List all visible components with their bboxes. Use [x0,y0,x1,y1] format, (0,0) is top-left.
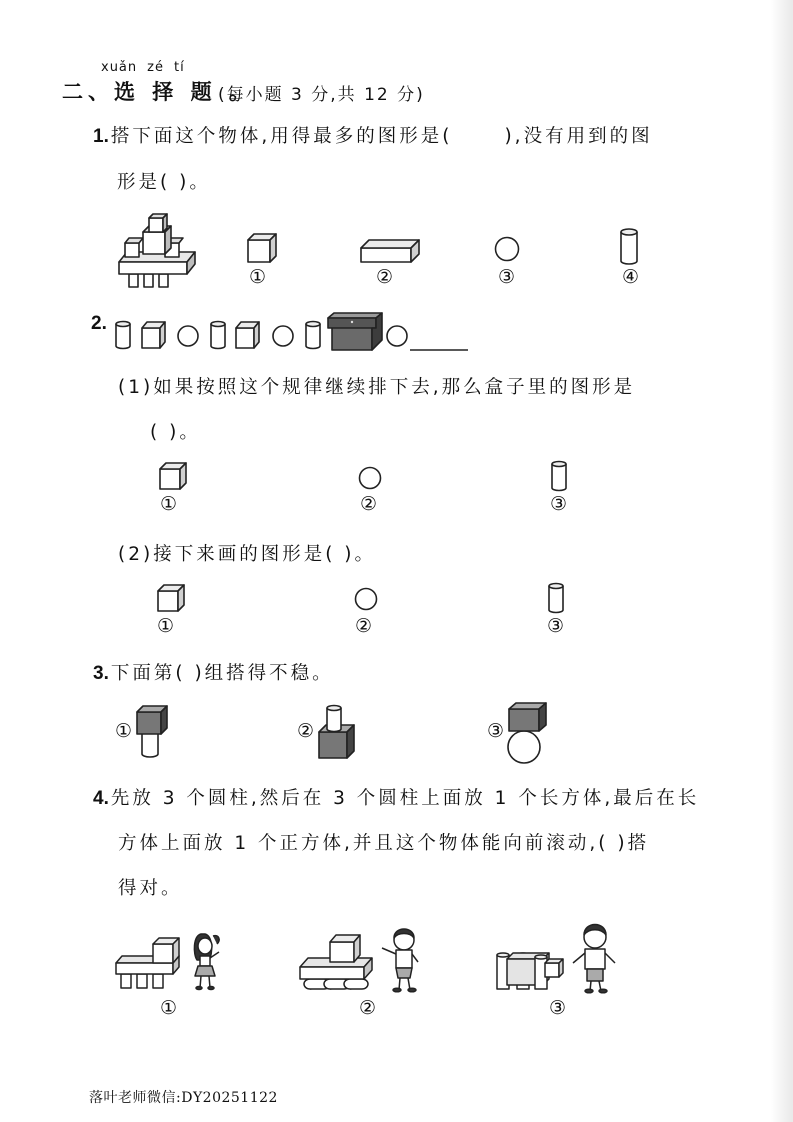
q2-part1-option-3-cylinder-icon [549,459,569,493]
q4-line1 [93,784,699,810]
q3-option-2-cylinder-on-cube-icon [316,702,358,760]
q4-option-3-label[interactable]: ③ [549,997,567,1019]
footer-contact: 落叶老师微信:DY20251122 [89,1090,278,1106]
q2-part1-option-1-label[interactable]: ① [160,493,178,515]
q4-text-line1: 先放 3 个圆柱,然后在 3 个圆柱上面放 1 个长方体,最后在长 [110,788,700,809]
q2-part2-option-1-label[interactable]: ① [157,615,175,637]
page-edge-shadow [771,0,793,1122]
q2-part2-option-3-cylinder-icon [546,581,566,615]
q2-seq-cube-1 [142,322,165,348]
q2-part1-line1: (1)如果按照这个规律继续排下去,那么盒子里的图形是 [118,377,636,398]
q4-option-2-boy-illustration [382,929,418,992]
q1-line1 [93,122,653,148]
q1-option-4-label[interactable]: ④ [622,266,640,288]
q2-part2-text: (2)接下来画的图形是( )。 [118,544,377,565]
q1-line2: 形是( )。 [117,172,211,193]
q1-option-4-cylinder-icon [618,227,640,267]
q2-seq-cylinder-1 [116,322,130,349]
q4-option-1-label[interactable]: ① [160,997,178,1019]
q2-part1-option-2-label[interactable]: ② [360,493,378,515]
q2-part2-option-2-label[interactable]: ② [355,615,373,637]
section-pinyin [101,60,195,75]
q2-part2-option-3-label[interactable]: ③ [547,615,565,637]
q2-pattern-sequence [112,310,472,354]
q3-option-1-label[interactable]: ① [115,720,133,742]
q3-text: 下面第( )组搭得不稳。 [110,663,334,684]
q4-line2: 方体上面放 1 个正方体,并且这个物体能向前滚动,( )搭 [118,833,650,854]
q1-option-3-label[interactable]: ③ [498,266,516,288]
q1-number: 1. [93,126,109,147]
q4-option-3-boy-illustration [573,925,615,993]
q2-seq-cube-2 [236,322,259,348]
q3-line [93,659,334,685]
q4-option-3-structure [497,953,563,989]
q2-seq-sphere-2 [273,326,293,346]
q1-structure-figure [115,212,215,292]
q3-option-3-label[interactable]: ③ [487,720,505,742]
q2-seq-sphere-1 [178,326,198,346]
q2-seq-sphere-3 [387,326,407,346]
q2-part2-option-2-sphere-icon [353,586,379,612]
section-title: 二、选 择 题 。 [62,80,255,104]
q1-option-2-label[interactable]: ② [376,266,394,288]
q4-option-1-girl-illustration [194,934,219,990]
pinyin-3: tí [173,60,185,75]
q2-number [91,313,109,335]
q4-option-3-figure [493,919,621,993]
q2-seq-cylinder-3 [306,322,320,349]
q2-seq-mystery-box [328,313,382,350]
q4-option-2-label[interactable]: ② [359,997,377,1019]
q4-number: 4. [93,788,109,809]
q3-option-2-label[interactable]: ② [297,720,315,742]
q4-option-2-structure [300,935,372,989]
q2-seq-cylinder-2 [211,322,225,349]
q1-text-b: ),没有用到的图 [504,126,653,147]
q3-option-1-cube-on-cylinder-icon [134,704,170,760]
q2-part1-line2: ( )。 [150,422,201,443]
q1-option-3-sphere-icon [493,235,521,263]
q2-number-text: 2. [91,313,107,334]
pinyin-2: zé [147,60,164,75]
q2-part1-option-1-cube-icon [158,461,188,491]
q4-option-1-structure [116,938,179,988]
q3-number: 3. [93,663,109,684]
pinyin-1: xuǎn [101,60,138,75]
q1-option-1-label[interactable]: ① [249,266,267,288]
q1-text-a: 搭下面这个物体,用得最多的图形是( [110,126,453,147]
q1-option-1-cube-icon [246,232,278,264]
section-note: (每小题 3 分,共 12 分) [218,85,425,105]
q3-option-3-cube-on-sphere-icon [505,701,551,765]
q4-option-1-figure [113,926,231,992]
q2-part1-option-3-label[interactable]: ③ [550,493,568,515]
q4-line3: 得对。 [118,878,183,899]
q4-option-2-figure [296,922,424,994]
q2-part2-option-1-cube-icon [156,583,186,613]
q1-option-2-cuboid-icon [359,236,421,264]
q2-part1-option-2-sphere-icon [357,465,383,491]
